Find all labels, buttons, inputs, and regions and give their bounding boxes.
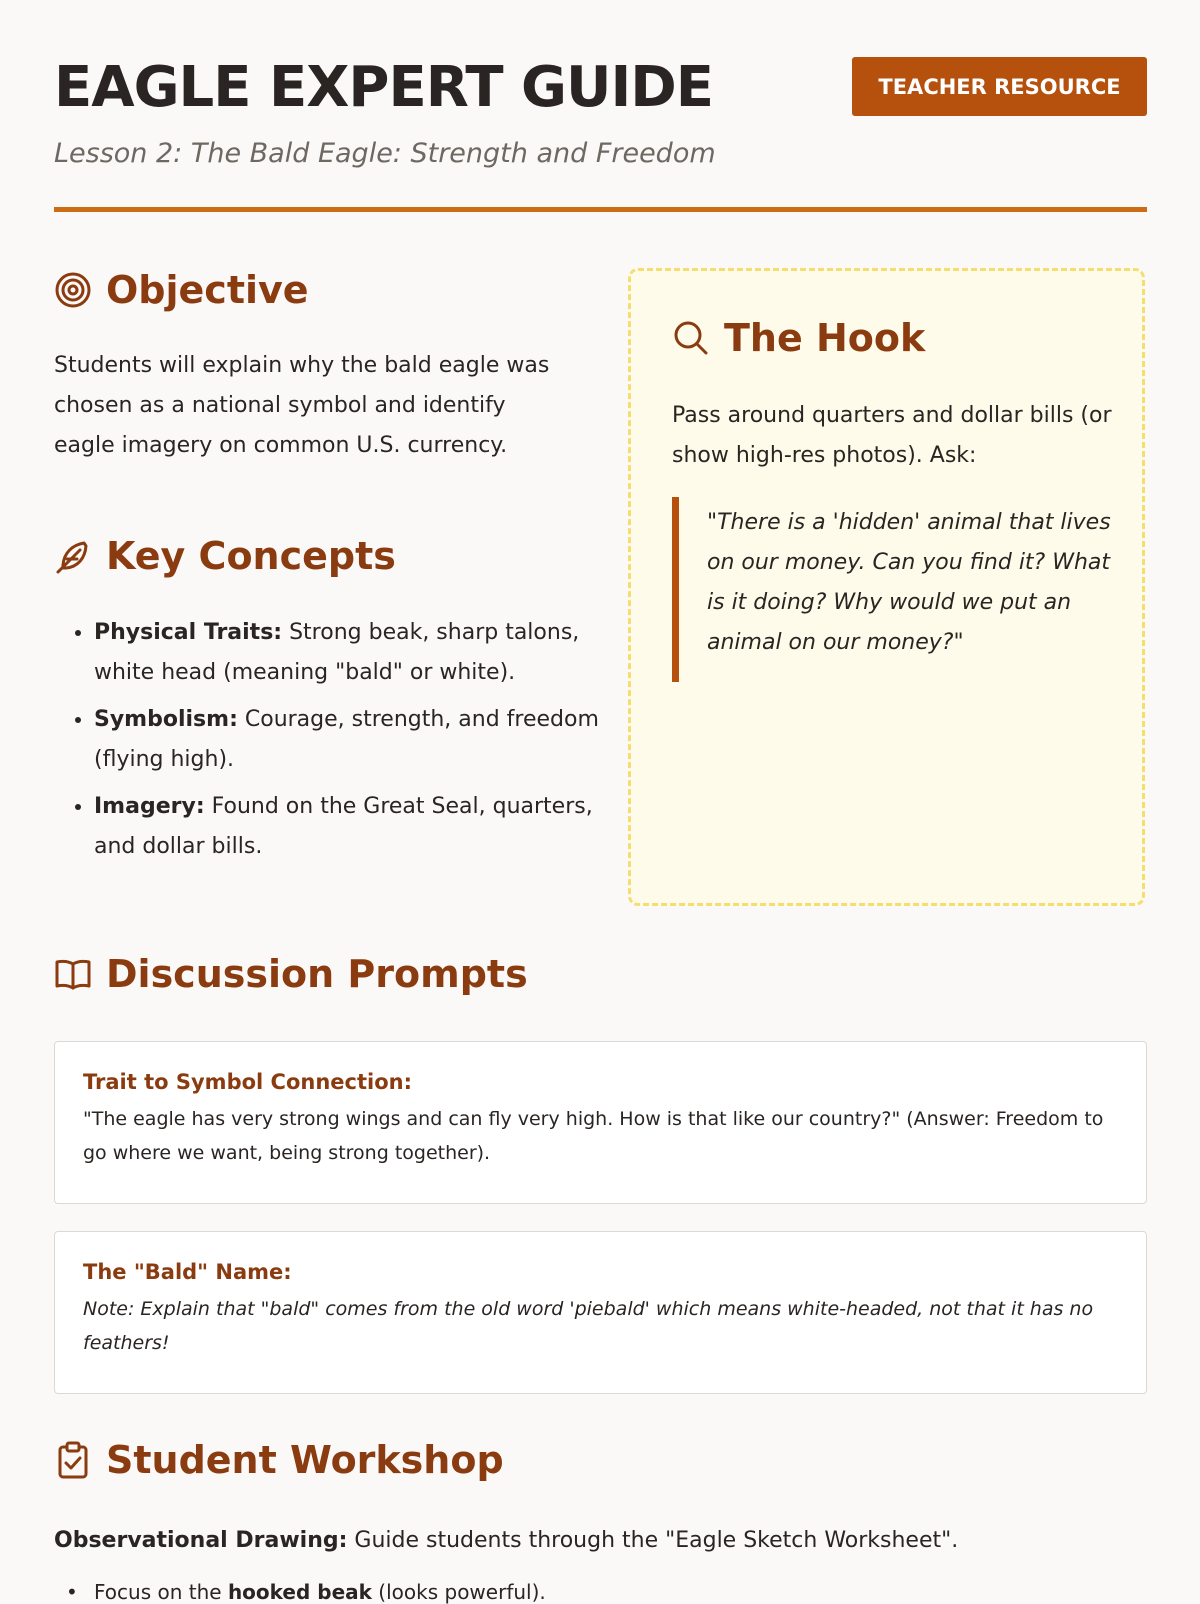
key-concepts-heading bbox=[54, 534, 396, 578]
list-item bbox=[94, 700, 604, 780]
hook-quote: "There is a 'hidden' animal that lives on our money. Can you find it? What is it doing? Why would we put an animal on our money?" bbox=[672, 497, 1112, 682]
list-item bbox=[94, 787, 604, 867]
prompt-text: "The eagle has very strong wings and can fly very high. How is that like our country?" (Answer: Freedom to go where we want, being strong together). bbox=[83, 1108, 1104, 1164]
key-concepts-heading-label: Key Concepts bbox=[106, 534, 396, 578]
feather-icon bbox=[54, 537, 92, 575]
prompt-title: The "Bald" Name: bbox=[83, 1260, 292, 1284]
prompt-card bbox=[54, 1041, 1147, 1204]
discussion-heading bbox=[54, 952, 528, 996]
concept-term: Imagery: bbox=[94, 794, 205, 819]
teacher-resource-button[interactable]: TEACHER RESOURCE bbox=[852, 57, 1147, 116]
concept-text: Strong beak, sharp talons, white head (meaning "bald" or white). bbox=[94, 620, 580, 685]
workshop-lead bbox=[54, 1528, 958, 1553]
list-item bbox=[94, 1580, 546, 1604]
workshop-heading-label: Student Workshop bbox=[106, 1438, 504, 1482]
page-title: EAGLE EXPERT GUIDE bbox=[54, 55, 714, 120]
objective-heading bbox=[54, 268, 309, 312]
focus-term: hooked beak bbox=[227, 1580, 372, 1604]
prompt-text: Note: Explain that "bald" comes from the old word 'piebald' which means white-headed, not that it has no feathers! bbox=[83, 1298, 1094, 1354]
header-divider bbox=[54, 207, 1147, 212]
objective-text: Students will explain why the bald eagle was chosen as a national symbol and identify eagle imagery on common U.S. currency. bbox=[54, 353, 550, 458]
hook-panel bbox=[628, 268, 1145, 906]
concept-text: Courage, strength, and freedom (flying high). bbox=[94, 707, 599, 772]
workshop-lead-term: Observational Drawing: bbox=[54, 1528, 348, 1553]
search-icon bbox=[672, 319, 710, 357]
prompt-title: Trait to Symbol Connection: bbox=[83, 1070, 412, 1094]
lesson-subtitle: Lesson 2: The Bald Eagle: Strength and Freedom bbox=[54, 138, 716, 169]
key-concepts-list bbox=[54, 613, 604, 874]
concept-term: Physical Traits: bbox=[94, 620, 283, 645]
list-item bbox=[94, 613, 604, 693]
target-icon bbox=[54, 271, 92, 309]
objective-heading-label: Objective bbox=[106, 268, 309, 312]
concept-text: Found on the Great Seal, quarters, and dollar bills. bbox=[94, 794, 593, 859]
hook-heading-label: The Hook bbox=[724, 316, 926, 360]
hook-intro: Pass around quarters and dollar bills (or show high-res photos). Ask: bbox=[672, 403, 1112, 468]
workshop-lead-text: Guide students through the "Eagle Sketch Worksheet". bbox=[347, 1528, 959, 1553]
clipboard-icon bbox=[54, 1441, 92, 1479]
focus-prefix: Focus on the bbox=[94, 1580, 228, 1604]
book-icon bbox=[54, 955, 92, 993]
discussion-heading-label: Discussion Prompts bbox=[106, 952, 528, 996]
prompt-card bbox=[54, 1231, 1147, 1394]
hook-heading bbox=[672, 316, 925, 360]
workshop-heading bbox=[54, 1438, 504, 1482]
focus-suffix: (looks powerful). bbox=[371, 1580, 546, 1604]
concept-term: Symbolism: bbox=[94, 707, 238, 732]
